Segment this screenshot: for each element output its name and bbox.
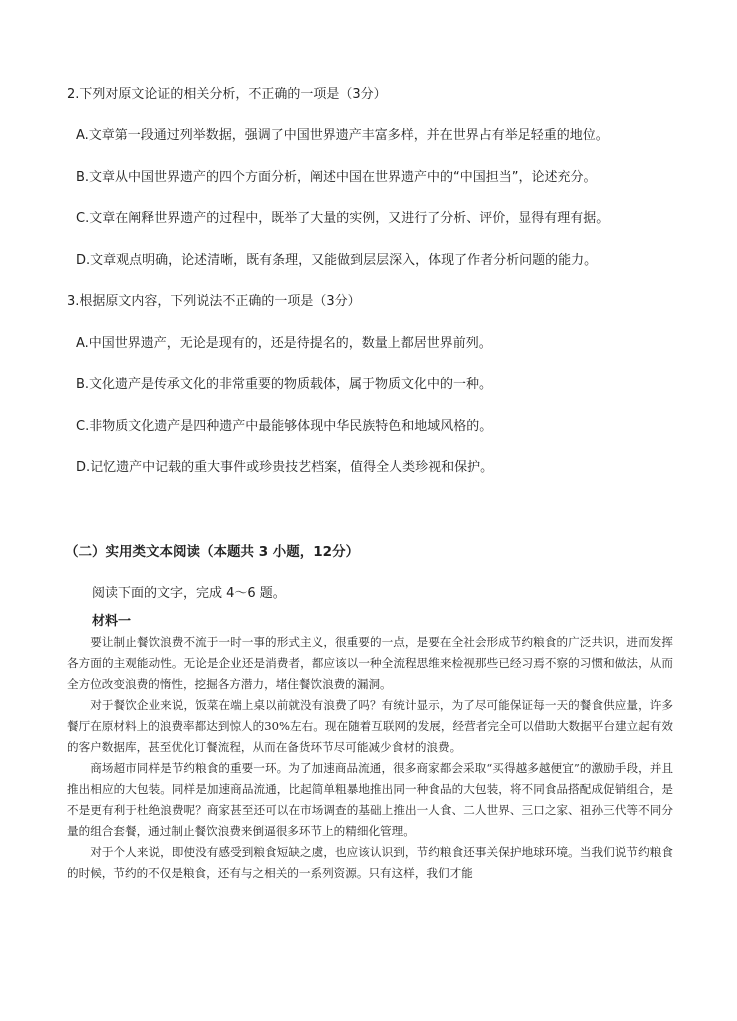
- question-2-option-c: C.文章在阐释世界遗产的过程中，既举了大量的实例，又进行了分析、评价，显得有理有据。: [76, 211, 610, 226]
- section-title: （二）实用类文本阅读（本题共 3 小题，12分）: [65, 544, 360, 560]
- material-paragraph: 要让制止餐饮浪费不流于一时一事的形式主义，很重要的一点，是要在全社会形成节约粮食的广泛共识，进而发挥各方面的主观能动性。无论是企业还是消费者，都应该以一种全流程思维来检视那些已经习焉不察的习惯和做法，从而全方位改变浪费的惰性，挖掘各方潜力，堵住餐饮浪费的漏洞。: [67, 635, 673, 691]
- material-paragraph: 商场超市同样是节约粮食的重要一环。为了加速商品流通，很多商家都会采取“买得越多越便宜”的激励手段，并且推出相应的大包装。同样是加速商品流通，比起简单粗暴地推出同一种食品的大包装，将不同食品搭配成促销组合，是不是更有利于杜绝浪费呢？商家甚至还可以在市场调查的基础上推出一人食、二人世界、三口之家、祖孙三代等不同分量的组合套餐，通过制止餐饮浪费来倒逼很多环节上的精细化管理。: [67, 761, 673, 838]
- question-2-stem: 2.下列对原文论证的相关分析，不正确的一项是（3分）: [67, 87, 387, 102]
- question-3-option-c: C.非物质文化遗产是四种遗产中最能够体现中华民族特色和地域风格的。: [76, 419, 493, 434]
- question-2-option-b: B.文章从中国世界遗产的四个方面分析，阐述中国在世界遗产中的“中国担当”，论述充分。: [76, 170, 597, 185]
- question-2-option-d: D.文章观点明确，论述清晰，既有条理，又能做到层层深入，体现了作者分析问题的能力。: [76, 253, 598, 268]
- material-title: 材料一: [92, 614, 132, 629]
- question-3-option-a: A.中国世界遗产，无论是现有的，还是待提名的，数量上都居世界前列。: [76, 336, 492, 351]
- question-3-option-b: B.文化遗产是传承文化的非常重要的物质载体，属于物质文化中的一种。: [76, 377, 493, 392]
- material-body: [67, 632, 673, 884]
- section-intro: 阅读下面的文字，完成 4～6 题。: [92, 586, 286, 601]
- question-3-stem: 3.根据原文内容，下列说法不正确的一项是（3分）: [67, 294, 361, 309]
- material-paragraph: 对于个人来说，即使没有感受到粮食短缺之虞，也应该认识到，节约粮食还事关保护地球环境。当我们说节约粮食的时候，节约的不仅是粮食，还有与之相关的一系列资源。只有这样，我们才能: [67, 845, 673, 880]
- question-3-option-d: D.记忆遗产中记载的重大事件或珍贵技艺档案，值得全人类珍视和保护。: [76, 460, 494, 475]
- material-paragraph: 对于餐饮企业来说，饭菜在端上桌以前就没有浪费了吗？有统计显示，为了尽可能保证每一天的餐食供应量，许多餐厅在原材料上的浪费率都达到惊人的30%左右。现在随着互联网的发展，经营者完全可以借助大数据平台建立起有效的客户数据库，甚至优化订餐流程，从而在备货环节尽可能减少食材的浪费。: [67, 698, 673, 754]
- question-2-option-a: A.文章第一段通过列举数据，强调了中国世界遗产丰富多样，并在世界占有举足轻重的地位。: [76, 128, 609, 143]
